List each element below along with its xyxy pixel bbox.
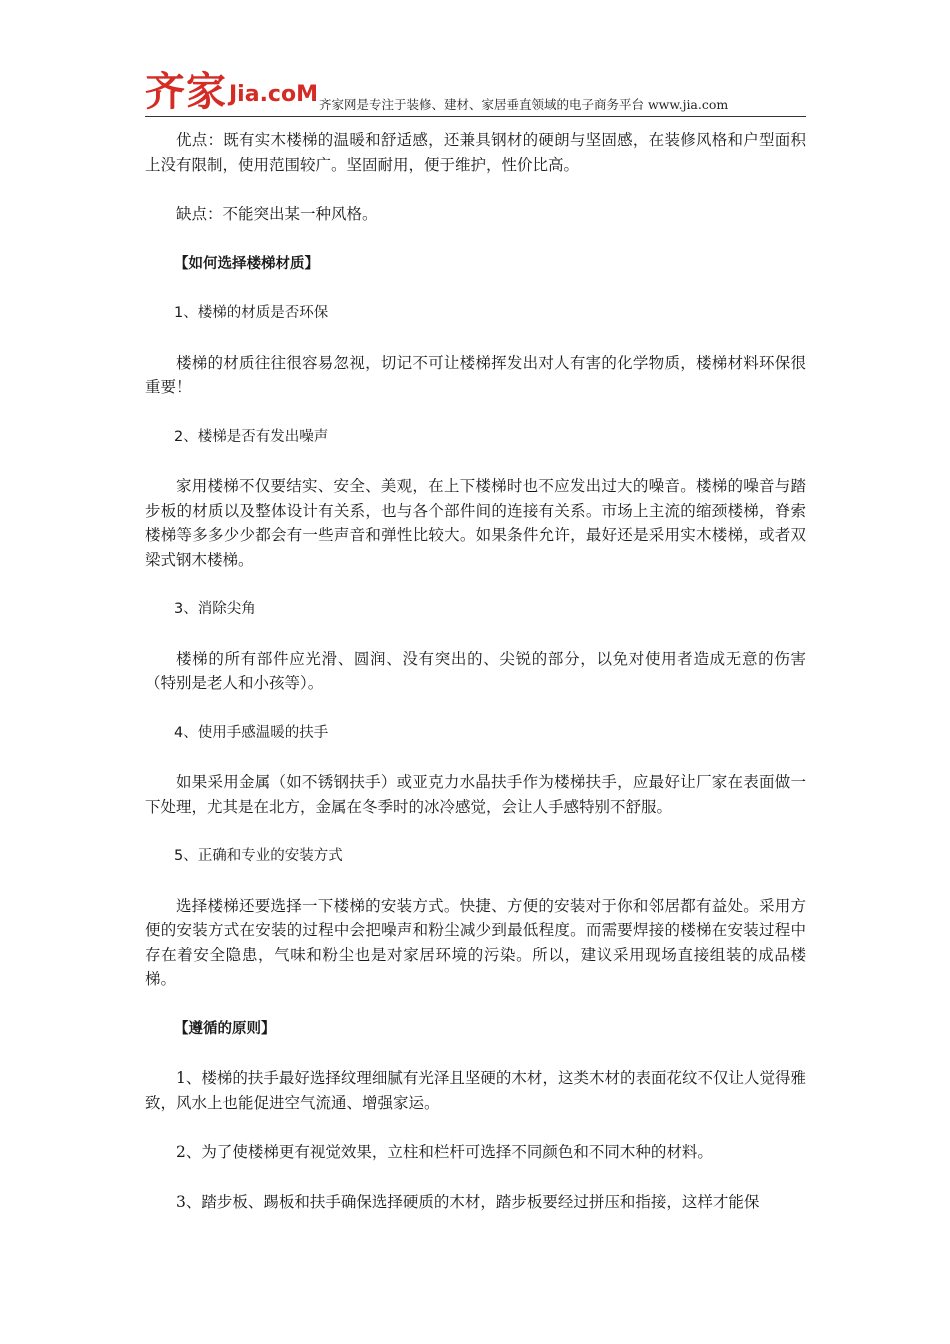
section-heading: 【遵循的原则】 (174, 1020, 276, 1037)
list-item-title: 3、消除尖角 (174, 601, 256, 617)
paragraph: 家用楼梯不仅要结实、安全、美观，在上下楼梯时也不应发出过大的噪音。楼梯的噪音与踏步板的材质以及整体设计有关系，也与各个部件间的连接有关系。市场上主流的缩颈楼梯，脊索楼梯等多多少少都会有一些声音和弹性比较大。如果条件允许，最好还是采用实木楼梯，或者双梁式钢木楼梯。 (145, 477, 806, 569)
paragraph: 选择楼梯还要选择一下楼梯的安装方式。快捷、方便的安装对于你和邻居都有益处。采用方便的安装方式在安装的过程中会把噪声和粉尘减少到最低程度。而需要焊接的楼梯在安装过程中存在着安全隐患，气味和粉尘也是对家居环境的污染。所以，建议采用现场直接组装的成品楼梯。 (145, 896, 806, 988)
logo-chinese-text: 齐家 (145, 69, 227, 115)
article-body (145, 128, 806, 1239)
logo-english-text: Jia.coM (229, 82, 318, 107)
paragraph: 楼梯的材质往往很容易忽视，切记不可让楼梯挥发出对人有害的化学物质，楼梯材料环保很重要！ (145, 353, 806, 396)
paragraph: 楼梯的所有部件应光滑、圆润、没有突出的、尖锐的部分，以免对使用者造成无意的伤害（特别是老人和小孩等）。 (145, 649, 806, 692)
jia-logo (145, 64, 318, 114)
header-slogan: 齐家网是专注于装修、建材、家居垂直领域的电子商务平台 www.jia.com (319, 97, 729, 112)
list-item-title: 4、使用手感温暖的扶手 (174, 724, 329, 741)
paragraph: 1、楼梯的扶手最好选择纹理细腻有光泽且坚硬的木材，这类木材的表面花纹不仅让人觉得雅致，风水上也能促进空气流通、增强家运。 (145, 1069, 806, 1112)
list-item-title: 2、楼梯是否有发出噪声 (174, 428, 329, 445)
paragraph: 2、为了使楼梯更有视觉效果，立柱和栏杆可选择不同颜色和不同木种的材料。 (176, 1143, 713, 1161)
paragraph: 缺点：不能突出某一种风格。 (176, 205, 378, 223)
page-header (145, 64, 806, 117)
paragraph: 3、踏步板、踢板和扶手确保选择硬质的木材，踏步板要经过拼压和指接，这样才能保 (176, 1192, 760, 1211)
paragraph: 优点：既有实木楼梯的温暖和舒适感，还兼具钢材的硬朗与坚固感，在装修风格和户型面积上没有限制，使用范围较广。坚固耐用，便于维护，性价比高。 (145, 131, 806, 174)
list-item-title: 1、楼梯的材质是否环保 (174, 305, 329, 321)
list-item-title: 5、正确和专业的安装方式 (174, 848, 343, 864)
paragraph: 如果采用金属（如不锈钢扶手）或亚克力水晶扶手作为楼梯扶手，应最好让厂家在表面做一下处理，尤其是在北方，金属在冬季时的冰冷感觉，会让人手感特别不舒服。 (145, 773, 806, 816)
section-heading: 【如何选择楼梯材质】 (174, 255, 319, 272)
